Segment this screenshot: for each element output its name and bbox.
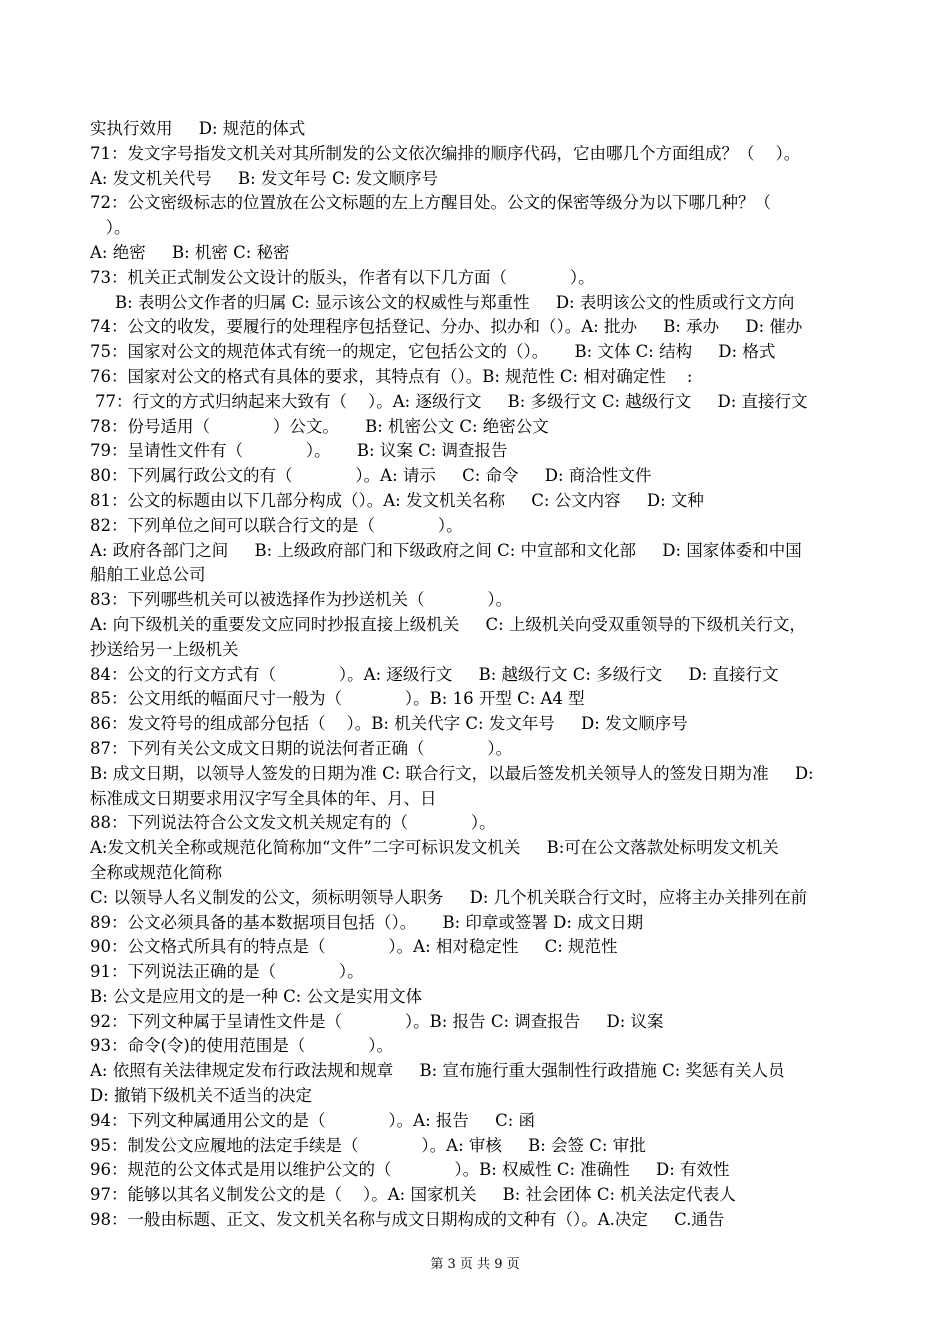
- text-line: 98：一般由标题、正文、发文机关名称与成文日期构成的文种有（）。A.决定 C.通告: [90, 1210, 725, 1230]
- text-line: ）。: [90, 218, 131, 238]
- text-line: D: 撤销下级机关不适当的决定: [90, 1086, 313, 1106]
- text-line: 88：下列说法符合公文发文机关规定有的（ ）。: [90, 813, 496, 833]
- text-line: A: 发文机关代号 B: 发文年号 C: 发文顺序号: [90, 168, 439, 188]
- text-line: 89：公文必须具备的基本数据项目包括（）。 B: 印章或签署 D: 成文日期: [90, 912, 644, 932]
- text-line: A: 绝密 B: 机密 C: 秘密: [90, 242, 290, 262]
- text-line: 94：下列文种属通用公文的是（ ）。A: 报告 C: 函: [90, 1110, 536, 1130]
- text-line: 标准成文日期要求用汉字写全具体的年、月、日: [90, 788, 437, 808]
- text-line: 71：发文字号指发文机关对其所制发的公文依次编排的顺序代码，它由哪几个方面组成？（ ）。: [90, 143, 801, 163]
- text-line: B: 公文是应用文的是一种 C: 公文是实用文体: [90, 986, 423, 1006]
- text-line: 77：行文的方式归纳起来大致有（ ）。A: 逐级行文 B: 多级行文 C: 越级行文 D: 直接行文: [95, 391, 808, 411]
- text-line: A:发文机关全称或规范化简称加“文件”二字可标识发文机关 B:可在公文落款处标明发文机关: [90, 838, 779, 858]
- text-line: B: 成文日期，以领导人签发的日期为准 C: 联合行文，以最后签发机关领导人的签发日期为准 D:: [90, 763, 814, 783]
- text-line: 抄送给另一上级机关: [90, 639, 239, 659]
- page-footer: 第 3 页 共 9 页: [430, 1257, 520, 1272]
- text-line: 85：公文用纸的幅面尺寸一般为（ ）。B: 16 开型 C: A4 型: [90, 689, 585, 709]
- text-line: 76：国家对公文的格式有具体的要求，其特点有（）。B: 规范性 C: 相对确定性 :: [90, 366, 693, 386]
- page-content: [90, 117, 908, 1233]
- text-line: 74：公文的收发，要履行的处理程序包括登记、分办、拟办和（）。A: 批办 B: 承办 D: 催办: [90, 317, 803, 337]
- text-line: 73：机关正式制发公文设计的版头，作者有以下几方面（ ）。: [90, 267, 595, 287]
- text-line: 全称或规范化简称: [90, 862, 222, 882]
- text-line: 90：公文格式所具有的特点是（ ）。A: 相对稳定性 C: 规范性: [90, 937, 618, 957]
- text-line: 75：国家对公文的规范体式有统一的规定，它包括公文的（）。 B: 文体 C: 结构 D: 格式: [90, 342, 776, 362]
- text-line: 实执行效用 D: 规范的体式: [90, 119, 306, 138]
- text-line: 96：规范的公文体式是用以维护公文的（ ）。B: 权威性 C: 准确性 D: 有效性: [90, 1160, 730, 1180]
- text-line: 84：公文的行文方式有（ ）。A: 逐级行文 B: 越级行文 C: 多级行文 D: 直接行文: [90, 664, 779, 684]
- text-line: 86：发文符号的组成部分包括（ ）。B: 机关代字 C: 发文年号 D: 发文顺序号: [90, 714, 688, 734]
- text-line: 82：下列单位之间可以联合行文的是（ ）。: [90, 515, 463, 535]
- text-line: 95：制发公文应履地的法定手续是（ ）。A: 审核 B: 会签 C: 审批: [90, 1135, 646, 1155]
- text-line: B: 表明公文作者的归属 C: 显示该公文的权威性与郑重性 D: 表明该公文的性质或行文方向: [115, 292, 795, 312]
- text-line: 80：下列属行政公文的有（ ）。A: 请示 C: 命令 D: 商洽性文件: [90, 466, 652, 486]
- text-line: 92：下列文种属于呈请性文件是（ ）。B: 报告 C: 调查报告 D: 议案: [90, 1011, 664, 1031]
- text-line: 78：份号适用（ ）公文。 B: 机密公文 C: 绝密公文: [90, 416, 549, 436]
- text-line: A: 依照有关法律规定发布行政法规和规章 B: 宣布施行重大强制性行政措施 C: 奖惩有关人员: [90, 1061, 785, 1081]
- text-line: 91：下列说法正确的是（ ）。: [90, 962, 364, 982]
- text-line: 87：下列有关公文成文日期的说法何者正确（ ）。: [90, 738, 513, 758]
- text-line: A: 向下级机关的重要发文应同时抄报直接上级机关 C: 上级机关向受双重领导的下级机关行文，: [90, 614, 806, 634]
- text-line: A: 政府各部门之间 B: 上级政府部门和下级政府之间 C: 中宣部和文化部 D: 国家体委和中国: [90, 540, 802, 560]
- text-line: 97：能够以其名义制发公文的是（ ）。A: 国家机关 B: 社会团体 C: 机关法定代表人: [90, 1185, 736, 1205]
- text-line: 81：公文的标题由以下几部分构成（）。A: 发文机关名称 C: 公文内容 D: 文种: [90, 490, 704, 510]
- text-line: 船舶工业总公司: [90, 565, 206, 585]
- text-line: 72：公文密级标志的位置放在公文标题的左上方醒目处。公文的保密等级分为以下哪几种？（: [90, 193, 771, 213]
- text-line: C: 以领导人名义制发的公文，须标明领导人职务 D: 几个机关联合行文时，应将主办关排列在前: [90, 887, 808, 907]
- text-line: 83：下列哪些机关可以被选择作为抄送机关（ ）。: [90, 590, 513, 610]
- text-line: 79：呈请性文件有（ ）。 B: 议案 C: 调查报告: [90, 441, 508, 461]
- text-line: 93：命令(令)的使用范围是（ ）。: [90, 1036, 394, 1056]
